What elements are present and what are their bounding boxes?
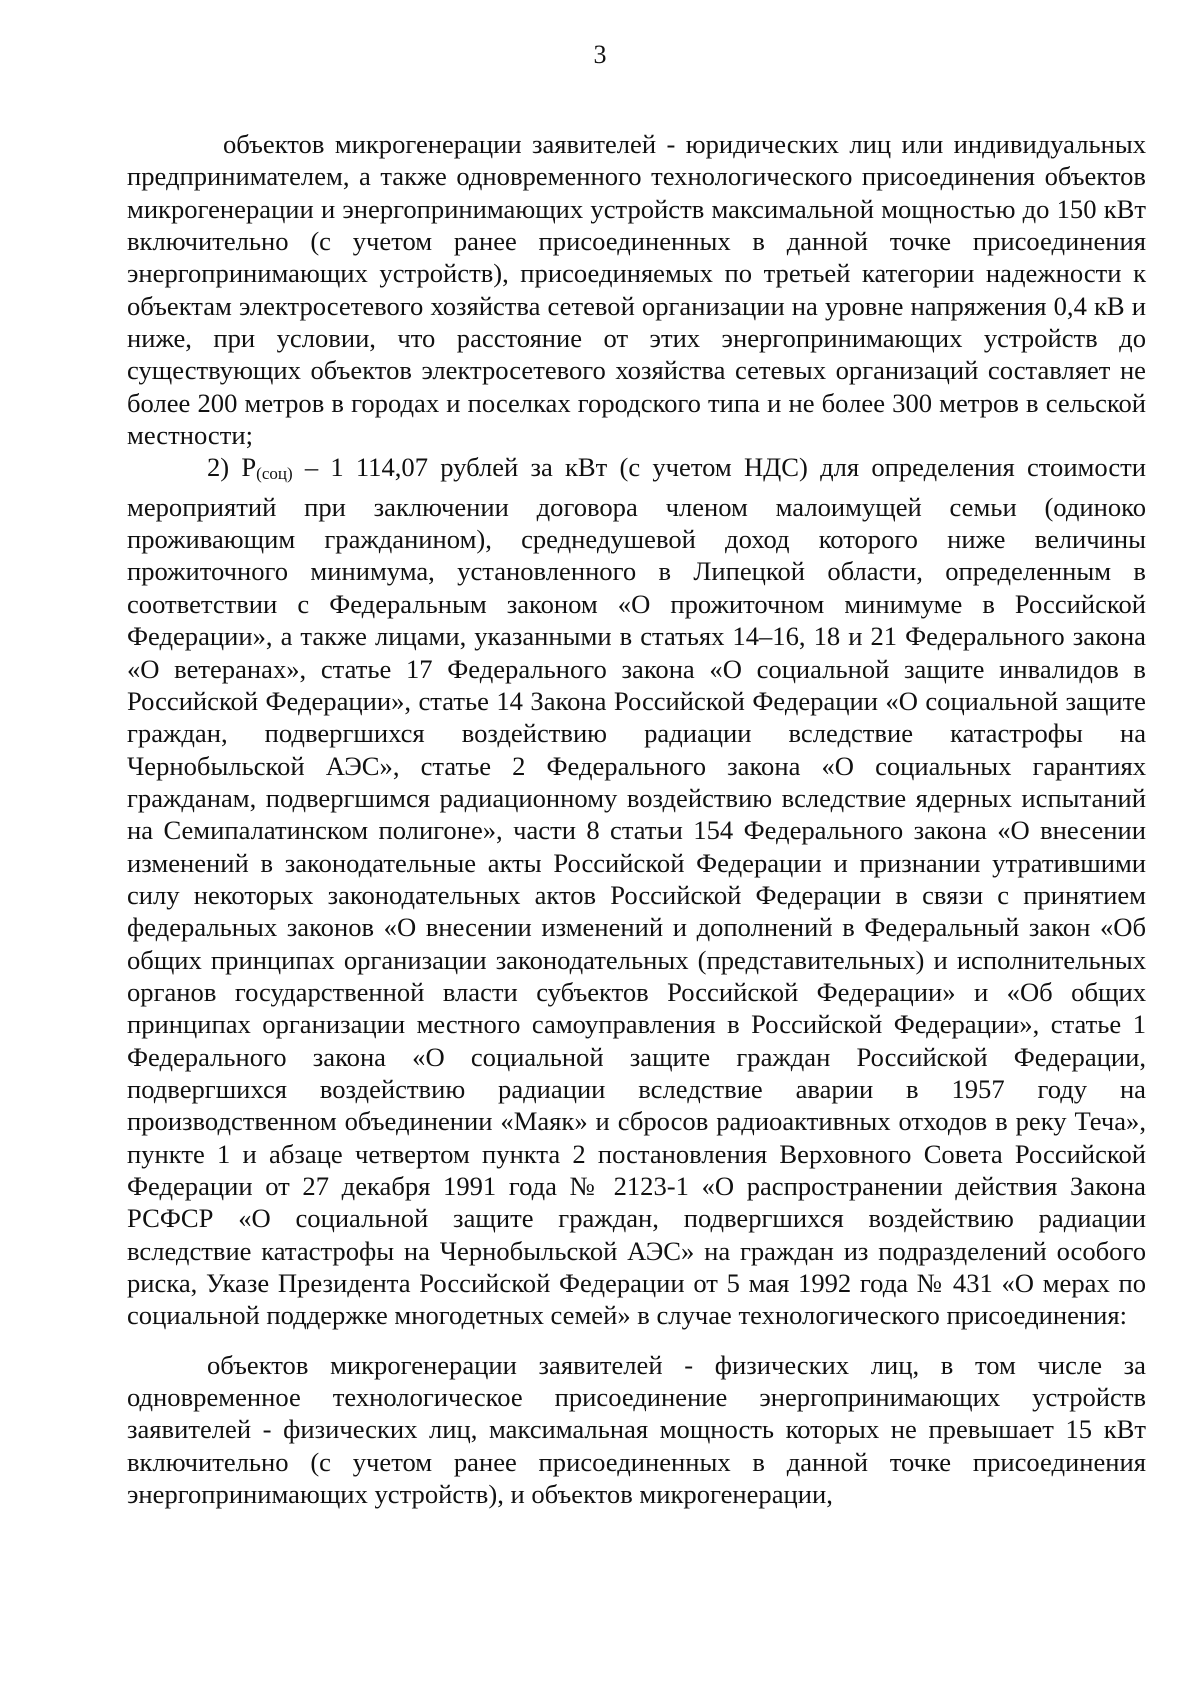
paragraph-microgeneration-legal-entities: объектов микрогенерации заявителей - юридических лиц или индивидуальных предпринимателем, а также одновременного технологического присоединения объектов микрогенерации и энергопринимающих устройств максимальной мощностью до 150 кВт включительно (с учетом ранее присоединенных в данной точке присоединения энергопринимающих устройств), присоединяемых по третьей категории надежности к объектам электросетевого хозяйства сетевой организации на уровне напряжения 0,4 кВ и ниже, при условии, что расстояние от этих энергопринимающих устройств до существующих объектов электросетевого хозяйства сетевых организаций составляет не более 200 метров в городах и поселках городского типа и не более 300 метров в сельской местности; xyxy=(127,129,1146,451)
social-tariff-subscript: (соц) xyxy=(256,464,293,484)
page-number: 3 xyxy=(593,40,607,69)
document-body xyxy=(127,128,1146,1510)
paragraph-microgeneration-individuals: объектов микрогенерации заявителей - физических лиц, в том числе за одновременное технологическое присоединение энергопринимающих устройств заявителей - физических лиц, максимальная мощность которых не превышает 15 кВт включительно (с учетом ранее присоединенных в данной точке присоединения энергопринимающих устройств), и объектов микрогенерации, xyxy=(127,1349,1146,1510)
social-tariff-text: – 1 114,07 рублей за кВт (с учетом НДС) для определения стоимости мероприятий при заключении договора членом малоимущей семьи (одиноко проживающим гражданином), среднедушевой доход которого ниже величины прожиточного минимума, установленного в Липецкой области, определенным в соответствии с Федеральным законом «О прожиточном минимуме в Российской Федерации», а также лицами, указанными в статьях 14–16, 18 и 21 Федерального закона «О ветеранах», статье 17 Федерального закона «О социальной защите инвалидов в Российской Федерации», статье 14 Закона Российской Федерации «О социальной защите граждан, подвергшихся воздействию радиации вследствие катастрофы на Чернобыльской АЭС», статье 2 Федерального закона «О социальных гарантиях гражданам, подвергшимся радиационному воздействию вследствие ядерных испытаний на Семипалатинском полигоне», части 8 статьи 154 Федерального закона «О внесении изменений в законодательные акты Российской Федерации и признании утратившими силу некоторых законодательных актов Российской Федерации в связи с принятием федеральных законов «О внесении изменений и дополнений в Федеральный закон «Об общих принципах организации законодательных (представительных) и исполнительных органов государственной власти субъектов Российской Федерации» и «Об общих принципах организации местного самоуправления в Российской Федерации», статье 1 Федерального закона «О социальной защите граждан Российской Федерации, подвергшихся воздействию радиации вследствие аварии в 1957 году на производственном объединении «Маяк» и сбросов радиоактивных отходов в реку Теча», пункте 1 и абзаце четвертом пункта 2 постановления Верховного Совета Российской Федерации от 27 декабря 1991 года № 2123-1 «О распространении действия Закона РСФСР «О социальной защите граждан, подвергшихся воздействию радиации вследствие катастрофы на Чернобыльской АЭС» на граждан из подразделений особого риска, Указе Президента Российской Федерации от 5 мая 1992 года № 431 «О мерах по социальной поддержке многодетных семей» в случае технологического присоединения: xyxy=(127,452,1146,1331)
social-tariff-symbol: 2) P xyxy=(207,452,257,483)
paragraph-social-tariff xyxy=(127,451,1146,1331)
